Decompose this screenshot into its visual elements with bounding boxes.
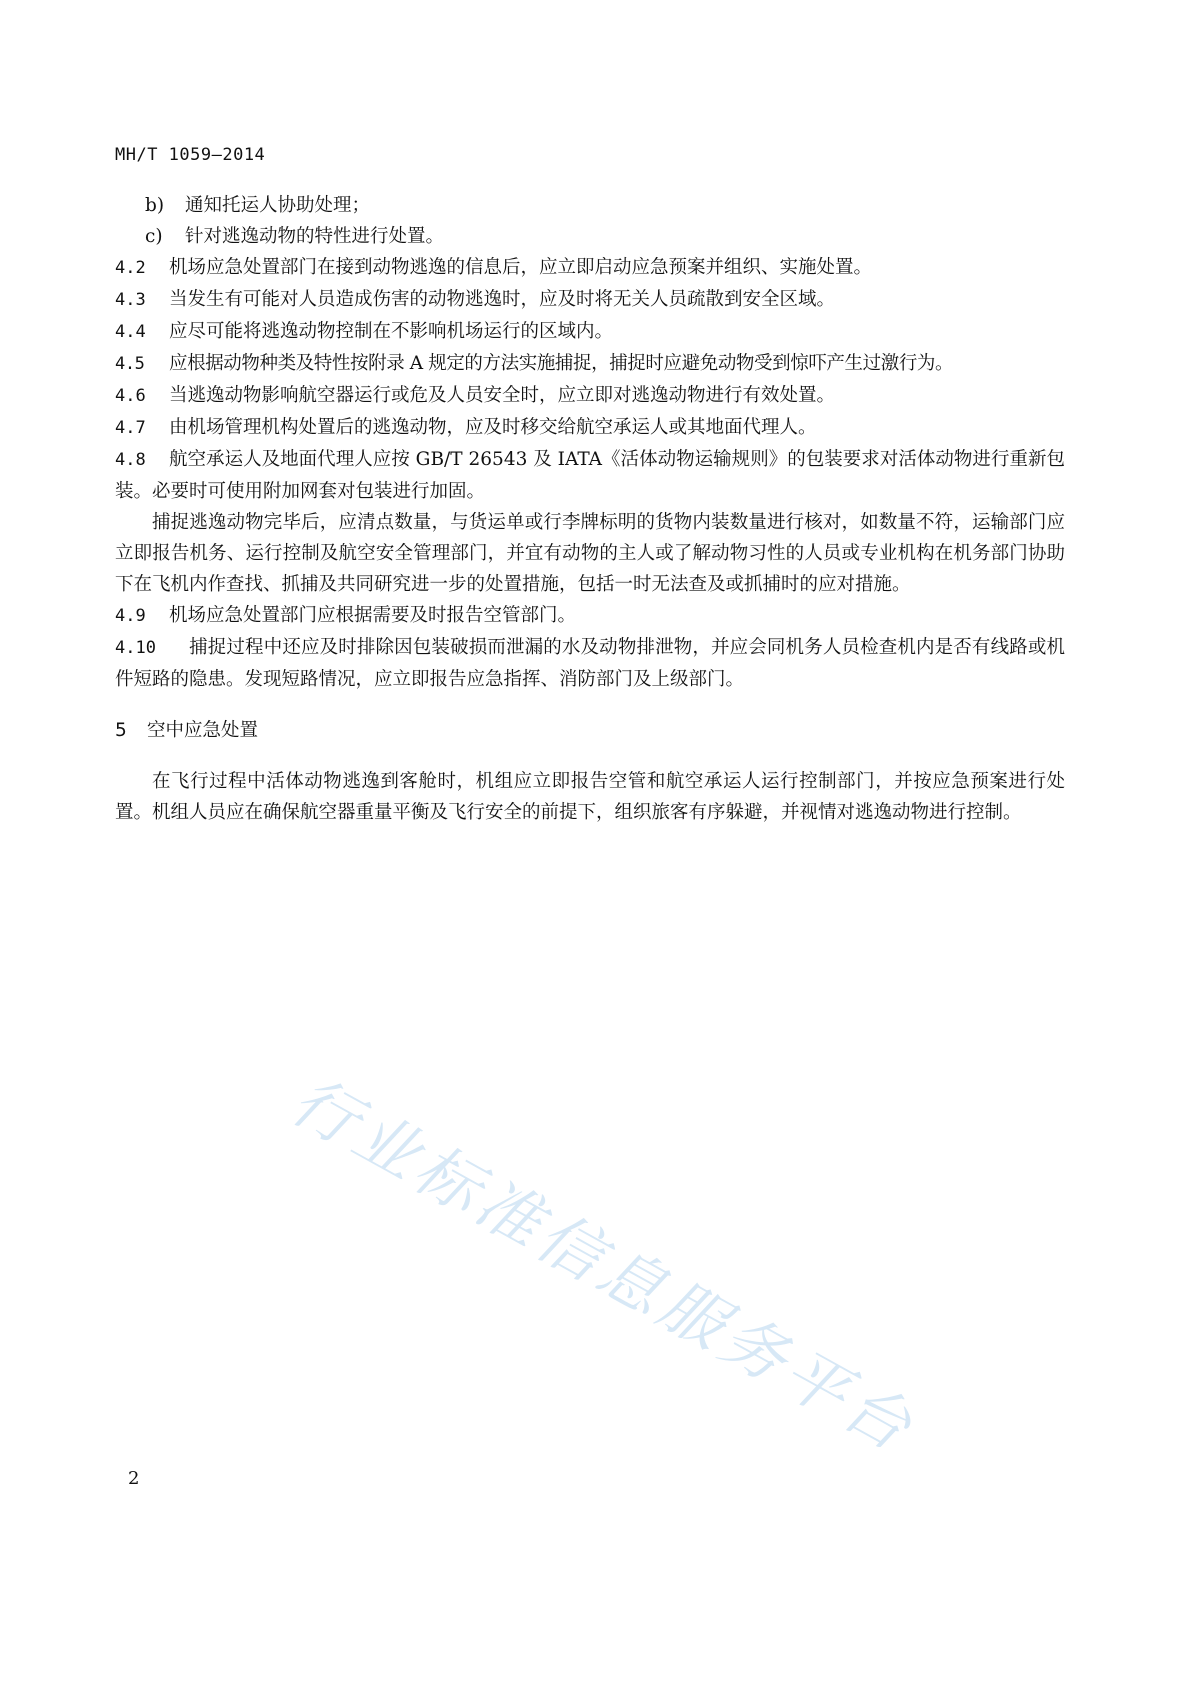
clause-4-4 (115, 316, 1065, 348)
section-5-heading (115, 715, 1065, 746)
clause-number: 4.7 (115, 418, 146, 438)
watermark-text: 行业标准信息服务平台 (279, 1063, 928, 1468)
clause-number: 4.3 (115, 290, 146, 310)
clause-4-10 (115, 632, 1065, 695)
clause-text: 应尽可能将逃逸动物控制在不影响机场运行的区域内。 (169, 321, 614, 342)
list-item-b (115, 190, 1065, 221)
section-title: 空中应急处置 (147, 720, 259, 741)
clause-4-3 (115, 284, 1065, 316)
clause-4-6 (115, 380, 1065, 412)
clause-4-8-paragraph: 捕捉逃逸动物完毕后，应清点数量，与货运单或行李牌标明的货物内装数量进行核对，如数量不符，运输部门应立即报告机务、运行控制及航空安全管理部门，并宜有动物的主人或了解动物习性的人员或专业机构在机务部门协助下在飞机内作查找、抓捕及共同研究进一步的处置措施，包括一时无法查及或抓捕时的应对措施。 (115, 512, 1065, 595)
section-5-paragraph: 在飞行过程中活体动物逃逸到客舱时，机组应立即报告空管和航空承运人运行控制部门，并按应急预案进行处置。机组人员应在确保航空器重量平衡及飞行安全的前提下，组织旅客有序躲避，并视情对逃逸动物进行控制。 (115, 771, 1065, 823)
clause-4-7 (115, 412, 1065, 444)
clause-4-9 (115, 600, 1065, 632)
list-marker: b) (145, 195, 165, 216)
clause-text: 当逃逸动物影响航空器运行或危及人员安全时，应立即对逃逸动物进行有效处置。 (169, 385, 836, 406)
clause-text: 应根据动物种类及特性按附录 A 规定的方法实施捕捉，捕捉时应避免动物受到惊吓产生过激行为。 (169, 353, 954, 374)
clause-4-5 (115, 348, 1065, 380)
clause-number: 4.6 (115, 386, 146, 406)
clause-text: 捕捉过程中还应及时排除因包装破损而泄漏的水及动物排泄物，并应会同机务人员检查机内是否有线路或机件短路的隐患。发现短路情况，应立即报告应急指挥、消防部门及上级部门。 (115, 637, 1065, 690)
clause-number: 4.5 (115, 354, 145, 374)
clause-text: 机场应急处置部门应根据需要及时报告空管部门。 (169, 605, 577, 626)
clause-text: 机场应急处置部门在接到动物逃逸的信息后，应立即启动应急预案并组织、实施处置。 (169, 257, 873, 278)
list-item-text: 通知托运人协助处理； (185, 195, 371, 216)
clause-number: 4.10 (115, 638, 156, 658)
clause-number: 4.8 (115, 450, 146, 470)
list-item-c (115, 221, 1065, 252)
page-number: 2 (128, 1468, 140, 1489)
clause-text: 由机场管理机构处置后的逃逸动物，应及时移交给航空承运人或其地面代理人。 (169, 417, 817, 438)
clause-number: 4.9 (115, 606, 146, 626)
list-item-text: 针对逃逸动物的特性进行处置。 (185, 226, 445, 247)
clause-number: 4.4 (115, 322, 146, 342)
clause-4-8 (115, 444, 1065, 507)
document-body (115, 190, 1065, 828)
list-marker: c) (145, 226, 163, 247)
clause-text: 当发生有可能对人员造成伤害的动物逃逸时，应及时将无关人员疏散到安全区域。 (169, 289, 836, 310)
section-number: 5 (115, 720, 127, 741)
clause-text: 航空承运人及地面代理人应按 GB/T 26543 及 IATA《活体动物运输规则》的包装要求对活体动物进行重新包装。必要时可使用附加网套对包装进行加固。 (115, 449, 1065, 502)
clause-number: 4.2 (115, 258, 146, 278)
standard-code-header: MH/T 1059—2014 (115, 145, 266, 165)
clause-4-2 (115, 252, 1065, 284)
